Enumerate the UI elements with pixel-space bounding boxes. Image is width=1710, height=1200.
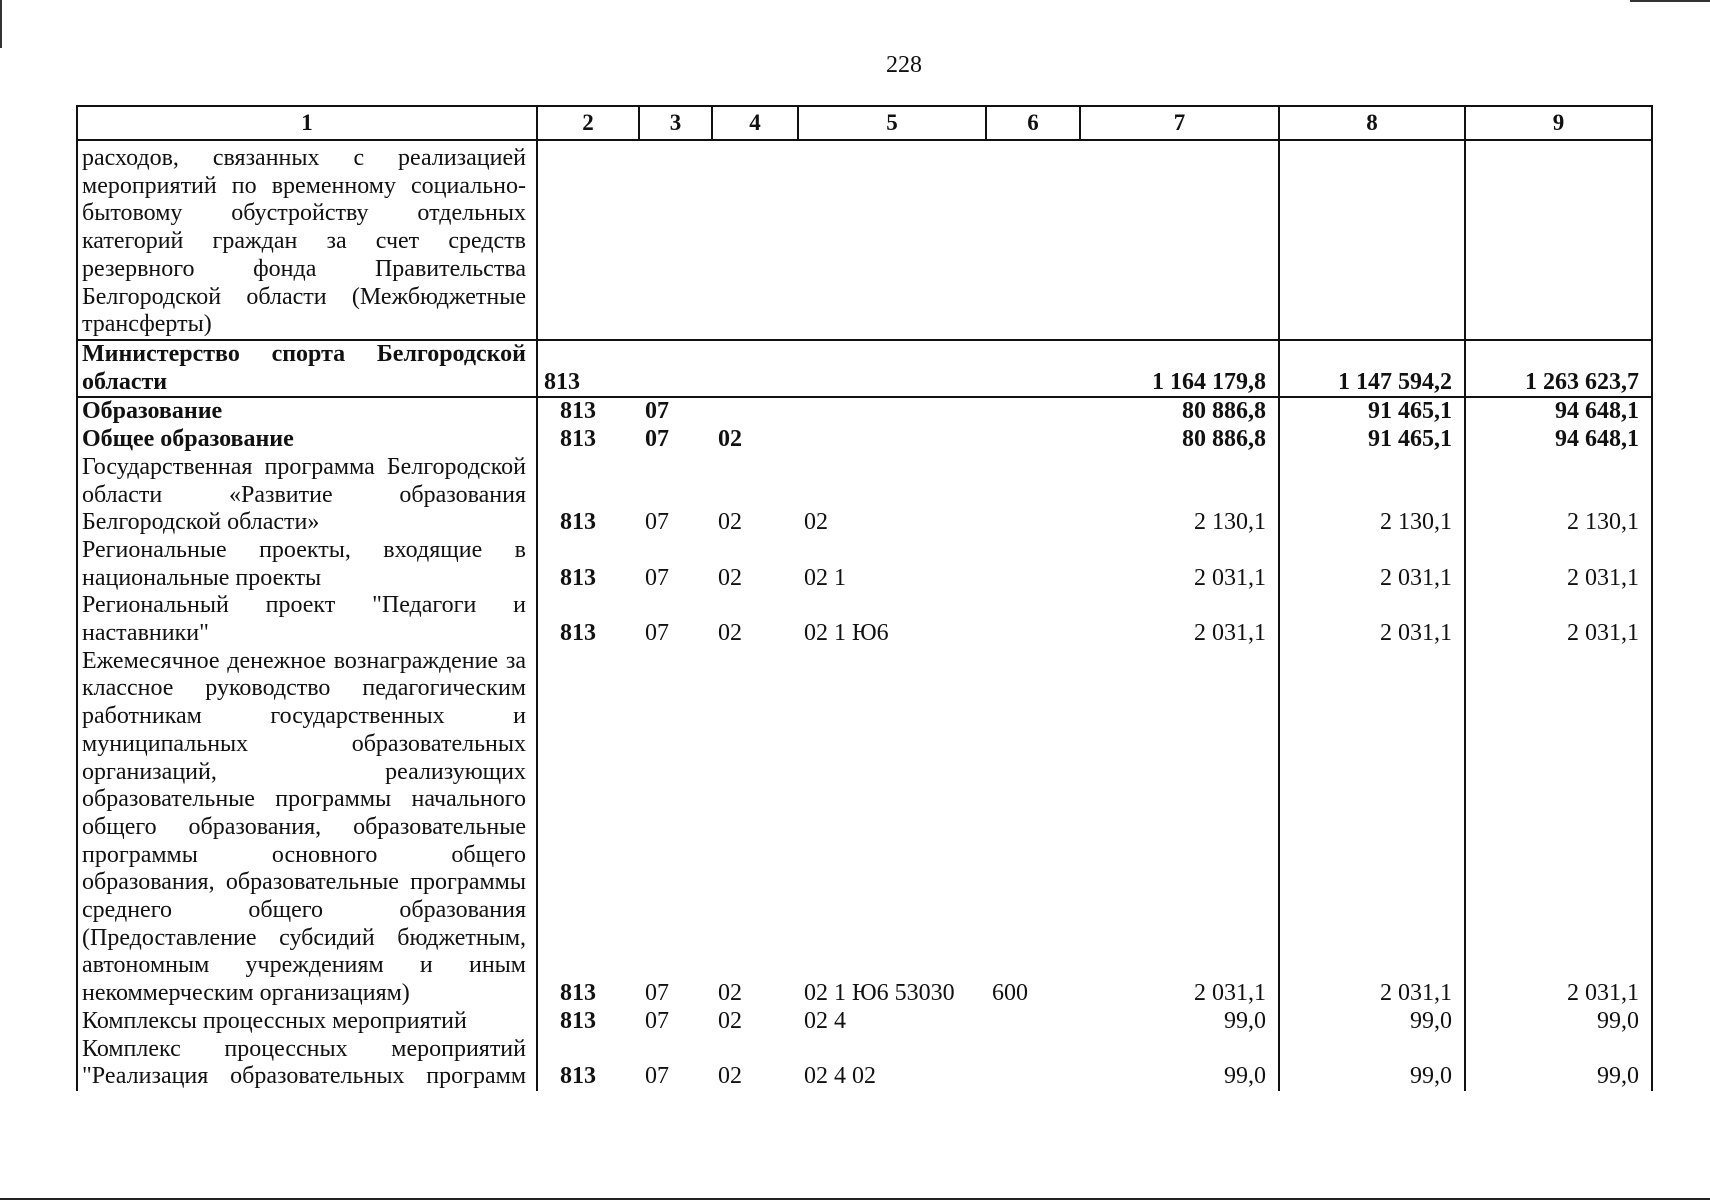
table-row bbox=[77, 1008, 1652, 1036]
row-value-8: 2 130,1 bbox=[1279, 454, 1465, 537]
column-header: 8 bbox=[1279, 106, 1465, 140]
row-value-9: 99,0 bbox=[1465, 1036, 1652, 1091]
row-code-5: 02 4 bbox=[804, 1007, 846, 1034]
table-row bbox=[77, 1036, 1652, 1091]
row-code-6 bbox=[986, 537, 1080, 592]
column-header: 7 bbox=[1080, 106, 1279, 140]
table-row bbox=[77, 340, 1652, 397]
table-row bbox=[77, 537, 1652, 592]
row-code-3: 07 bbox=[645, 564, 669, 591]
row-name: расходов, связанных с реализацией мероприятий по временному социально-бытовому обустройству отдельных категорий граждан за счет средств резервного фонда Правительства Белгородской области (Межбюджетные трансферты) bbox=[77, 140, 537, 340]
row-code-4: 02 bbox=[718, 1063, 742, 1090]
row-name: Ежемесячное денежное вознаграждение за классное руководство педагогическим работникам государственных и муниципальных образовательных организаций, реализующих образовательные программы начального общего образования, образовательные программы основного общего образования, образовательные программы среднего общего образования (Предоставление субсидий бюджетным, автономным учреждениям и иным некоммерческим организациям) bbox=[77, 648, 537, 1008]
scan-edge-top bbox=[1630, 0, 1710, 2]
row-value-8 bbox=[1279, 140, 1465, 340]
row-value-9 bbox=[1465, 140, 1652, 340]
row-code-2: 813 bbox=[560, 980, 596, 1007]
table-row bbox=[77, 397, 1652, 426]
column-header: 4 bbox=[712, 106, 798, 140]
row-name: Министерство спорта Белгородской области bbox=[77, 340, 537, 397]
row-value-7: 2 031,1 bbox=[1080, 592, 1279, 647]
row-code-6 bbox=[986, 1036, 1080, 1091]
row-code-3: 07 bbox=[645, 509, 669, 536]
row-name: Региональный проект "Педагоги и наставники" bbox=[77, 592, 537, 647]
table-row bbox=[77, 648, 1652, 1008]
row-code-3: 07 bbox=[645, 1007, 669, 1034]
row-code-5: 02 1 bbox=[804, 564, 846, 591]
row-code-5: 02 bbox=[804, 509, 828, 536]
column-header: 2 bbox=[537, 106, 639, 140]
row-value-9: 2 031,1 bbox=[1465, 592, 1652, 647]
row-value-7: 80 886,8 bbox=[1080, 426, 1279, 454]
row-code-2: 813 bbox=[560, 426, 596, 453]
row-value-7: 99,0 bbox=[1080, 1036, 1279, 1091]
row-code-4: 02 bbox=[718, 980, 742, 1007]
row-code-5 bbox=[798, 340, 986, 397]
row-value-8: 1 147 594,2 bbox=[1279, 340, 1465, 397]
row-code-2: 813 bbox=[560, 564, 596, 591]
row-code-6 bbox=[986, 592, 1080, 647]
row-code-2: 813 bbox=[560, 398, 596, 425]
scan-edge-left bbox=[0, 0, 2, 48]
row-code-6 bbox=[986, 426, 1080, 454]
row-code-2: 813 bbox=[560, 1007, 596, 1034]
column-header: 6 bbox=[986, 106, 1080, 140]
column-header: 3 bbox=[639, 106, 712, 140]
row-value-7: 2 031,1 bbox=[1080, 537, 1279, 592]
row-value-9: 1 263 623,7 bbox=[1465, 340, 1652, 397]
row-value-8: 2 031,1 bbox=[1279, 648, 1465, 1008]
row-name: Комплексы процессных мероприятий bbox=[77, 1008, 537, 1036]
row-code-3: 07 bbox=[645, 398, 669, 425]
page-number: 228 bbox=[886, 52, 922, 78]
row-code-4 bbox=[712, 340, 798, 397]
row-code-4: 02 bbox=[718, 509, 742, 536]
row-code-5: 02 4 02 bbox=[804, 1063, 876, 1090]
column-header: 1 bbox=[77, 106, 537, 140]
row-name: Общее образование bbox=[77, 426, 537, 454]
row-code-6 bbox=[986, 1008, 1080, 1036]
table-row bbox=[77, 140, 1652, 340]
row-code-6 bbox=[986, 340, 1080, 397]
row-value-7: 80 886,8 bbox=[1080, 397, 1279, 426]
row-code-3: 07 bbox=[645, 426, 669, 453]
row-codes bbox=[537, 140, 1080, 340]
table-row bbox=[77, 592, 1652, 647]
row-code-4: 02 bbox=[718, 426, 742, 453]
row-code-2: 813 bbox=[560, 620, 596, 647]
row-value-8: 91 465,1 bbox=[1279, 397, 1465, 426]
row-code-4: 02 bbox=[718, 1007, 742, 1034]
row-value-8: 91 465,1 bbox=[1279, 426, 1465, 454]
row-value-9: 99,0 bbox=[1465, 1008, 1652, 1036]
column-header: 5 bbox=[798, 106, 986, 140]
row-value-9: 2 031,1 bbox=[1465, 537, 1652, 592]
row-value-7: 2 031,1 bbox=[1080, 648, 1279, 1008]
row-value-7: 2 130,1 bbox=[1080, 454, 1279, 537]
row-name: Комплекс процессных мероприятий "Реализация образовательных программ bbox=[77, 1036, 537, 1091]
row-code-2: 813 bbox=[560, 1063, 596, 1090]
table-row bbox=[77, 454, 1652, 537]
row-code-3: 07 bbox=[645, 980, 669, 1007]
row-value-8: 2 031,1 bbox=[1279, 537, 1465, 592]
row-value-9: 2 130,1 bbox=[1465, 454, 1652, 537]
row-code-5 bbox=[798, 426, 986, 454]
row-value-7: 1 164 179,8 bbox=[1080, 340, 1279, 397]
row-value-8: 99,0 bbox=[1279, 1036, 1465, 1091]
row-code-6 bbox=[986, 397, 1080, 426]
row-code-2: 813 bbox=[560, 509, 596, 536]
row-value-8: 2 031,1 bbox=[1279, 592, 1465, 647]
table-row bbox=[77, 426, 1652, 454]
row-code-2: 813 bbox=[537, 340, 639, 397]
row-code-3: 07 bbox=[645, 1063, 669, 1090]
row-value-7 bbox=[1080, 140, 1279, 340]
row-name: Государственная программа Белгородской области «Развитие образования Белгородской области» bbox=[77, 454, 537, 537]
row-code-3 bbox=[639, 340, 712, 397]
row-code-5 bbox=[798, 397, 986, 426]
row-value-8: 99,0 bbox=[1279, 1008, 1465, 1036]
row-value-9: 94 648,1 bbox=[1465, 397, 1652, 426]
row-code-4 bbox=[712, 397, 798, 426]
row-code-6 bbox=[986, 454, 1080, 537]
row-name: Региональные проекты, входящие в национальные проекты bbox=[77, 537, 537, 592]
row-code-4: 02 bbox=[718, 564, 742, 591]
row-code-3: 07 bbox=[645, 620, 669, 647]
column-header: 9 bbox=[1465, 106, 1652, 140]
row-value-7: 99,0 bbox=[1080, 1008, 1279, 1036]
row-code-6: 600 bbox=[992, 980, 1028, 1007]
row-value-9: 2 031,1 bbox=[1465, 648, 1652, 1008]
row-code-5: 02 1 Ю6 53030 bbox=[804, 980, 955, 1007]
row-name: Образование bbox=[77, 397, 537, 426]
row-code-4: 02 bbox=[718, 620, 742, 647]
row-code-5: 02 1 Ю6 bbox=[804, 620, 889, 647]
table-header-row bbox=[77, 106, 1652, 140]
budget-table bbox=[76, 105, 1653, 1091]
row-value-9: 94 648,1 bbox=[1465, 426, 1652, 454]
